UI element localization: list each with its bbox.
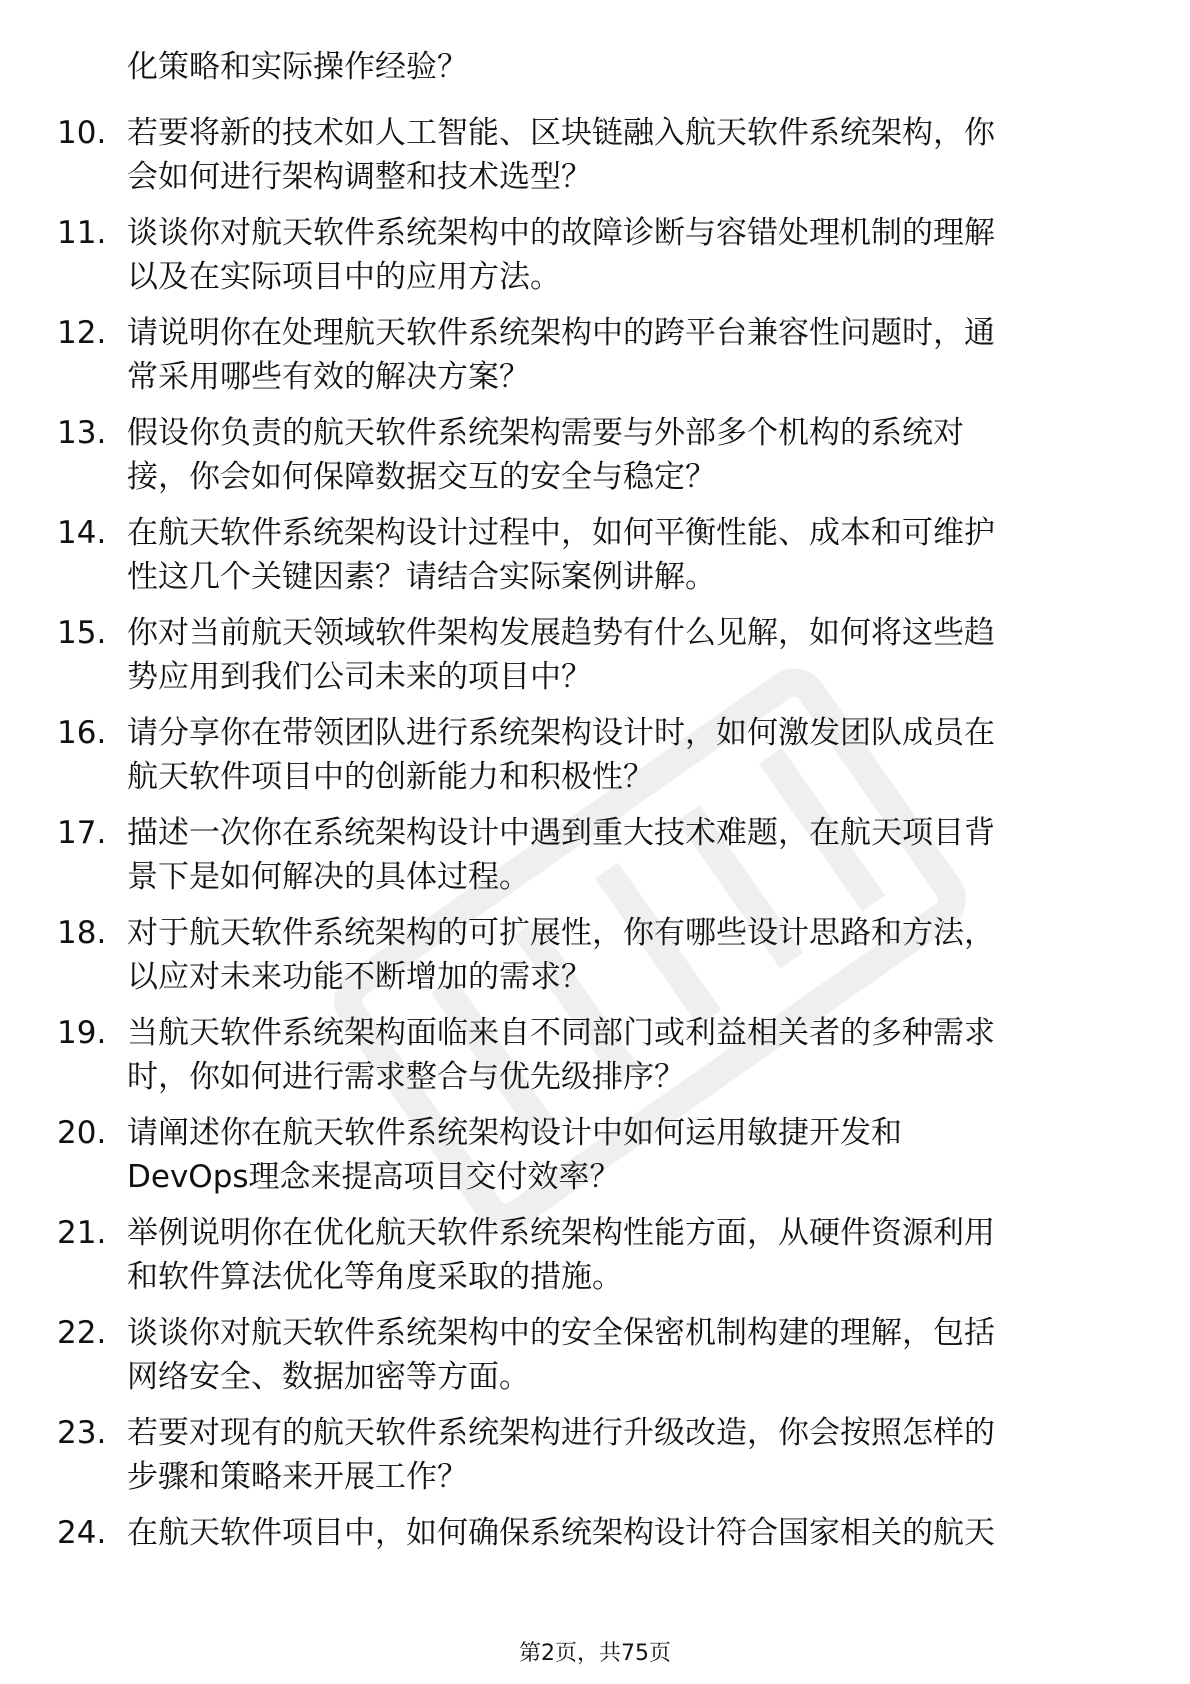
question-item bbox=[0, 311, 1190, 411]
question-text-line: 谈谈你对航天软件系统架构中的故障诊断与容错处理机制的理解 bbox=[127, 215, 995, 251]
question-text-line: 以应对未来功能不断增加的需求？ bbox=[127, 959, 592, 995]
question-number: 17. bbox=[57, 815, 107, 851]
question-text-line: 网络安全、数据加密等方面。 bbox=[127, 1359, 530, 1395]
question-text-line: 若要对现有的航天软件系统架构进行升级改造，你会按照怎样的 bbox=[127, 1415, 995, 1451]
question-item bbox=[0, 1511, 1190, 1611]
question-text-line: 请阐述你在航天软件系统架构设计中如何运用敏捷开发和 bbox=[127, 1115, 902, 1151]
question-number: 20. bbox=[57, 1115, 107, 1151]
question-text-line: 接，你会如何保障数据交互的安全与稳定？ bbox=[127, 459, 716, 495]
question-text-line: 当航天软件系统架构面临来自不同部门或利益相关者的多种需求 bbox=[127, 1015, 995, 1051]
question-item bbox=[0, 1011, 1190, 1111]
question-number: 16. bbox=[57, 715, 107, 751]
question-number: 15. bbox=[57, 615, 107, 651]
question-text-line: DevOps理念来提高项目交付效率？ bbox=[127, 1159, 621, 1195]
question-item bbox=[0, 1411, 1190, 1511]
question-item bbox=[0, 111, 1190, 211]
question-number: 12. bbox=[57, 315, 107, 351]
question-number: 14. bbox=[57, 515, 107, 551]
question-item bbox=[0, 911, 1190, 1011]
question-text-line: 和软件算法优化等角度采取的措施。 bbox=[127, 1259, 623, 1295]
question-number: 11. bbox=[57, 215, 107, 251]
question-list bbox=[0, 111, 1190, 1611]
question-item bbox=[0, 1311, 1190, 1411]
question-number: 10. bbox=[57, 115, 107, 151]
question-text-line: 以及在实际项目中的应用方法。 bbox=[127, 259, 561, 295]
question-text-line: 请分享你在带领团队进行系统架构设计时，如何激发团队成员在 bbox=[127, 715, 995, 751]
question-item bbox=[0, 611, 1190, 711]
question-number: 22. bbox=[57, 1315, 107, 1351]
question-item bbox=[0, 211, 1190, 311]
question-text-line: 景下是如何解决的具体过程。 bbox=[127, 859, 530, 895]
question-text-line: 常采用哪些有效的解决方案？ bbox=[127, 359, 530, 395]
question-number: 24. bbox=[57, 1515, 107, 1551]
question-number: 23. bbox=[57, 1415, 107, 1451]
question-text-line: 假设你负责的航天软件系统架构需要与外部多个机构的系统对 bbox=[127, 415, 964, 451]
question-item bbox=[0, 1211, 1190, 1311]
question-item bbox=[0, 711, 1190, 811]
question-text-line: 描述一次你在系统架构设计中遇到重大技术难题，在航天项目背 bbox=[127, 815, 995, 851]
question-text-line: 对于航天软件系统架构的可扩展性，你有哪些设计思路和方法， bbox=[127, 915, 995, 951]
question-text-line: 势应用到我们公司未来的项目中？ bbox=[127, 659, 592, 695]
question-text-line: 在航天软件项目中，如何确保系统架构设计符合国家相关的航天 bbox=[127, 1515, 995, 1551]
question-number: 18. bbox=[57, 915, 107, 951]
question-text-line: 时，你如何进行需求整合与优先级排序？ bbox=[127, 1059, 685, 1095]
question-text-line: 举例说明你在优化航天软件系统架构性能方面，从硬件资源利用 bbox=[127, 1215, 995, 1251]
question-number: 13. bbox=[57, 415, 107, 451]
question-text-line: 步骤和策略来开展工作？ bbox=[127, 1459, 468, 1495]
question-number: 19. bbox=[57, 1015, 107, 1051]
question-text-line: 性这几个关键因素？请结合实际案例讲解。 bbox=[127, 559, 716, 595]
question-text-line: 你对当前航天领域软件架构发展趋势有什么见解，如何将这些趋 bbox=[127, 615, 995, 651]
question-item bbox=[0, 411, 1190, 511]
continued-question-text: 化策略和实际操作经验？ bbox=[127, 49, 468, 85]
question-item bbox=[0, 811, 1190, 911]
question-item bbox=[0, 1111, 1190, 1211]
question-text-line: 会如何进行架构调整和技术选型？ bbox=[127, 159, 592, 195]
question-number: 21. bbox=[57, 1215, 107, 1251]
page-number-footer: 第2页，共75页 bbox=[519, 1641, 671, 1666]
question-text-line: 谈谈你对航天软件系统架构中的安全保密机制构建的理解，包括 bbox=[127, 1315, 995, 1351]
question-text-line: 航天软件项目中的创新能力和积极性？ bbox=[127, 759, 654, 795]
question-item bbox=[0, 511, 1190, 611]
question-text-line: 请说明你在处理航天软件系统架构中的跨平台兼容性问题时，通 bbox=[127, 315, 995, 351]
question-text-line: 在航天软件系统架构设计过程中，如何平衡性能、成本和可维护 bbox=[127, 515, 995, 551]
question-text-line: 若要将新的技术如人工智能、区块链融入航天软件系统架构，你 bbox=[127, 115, 995, 151]
